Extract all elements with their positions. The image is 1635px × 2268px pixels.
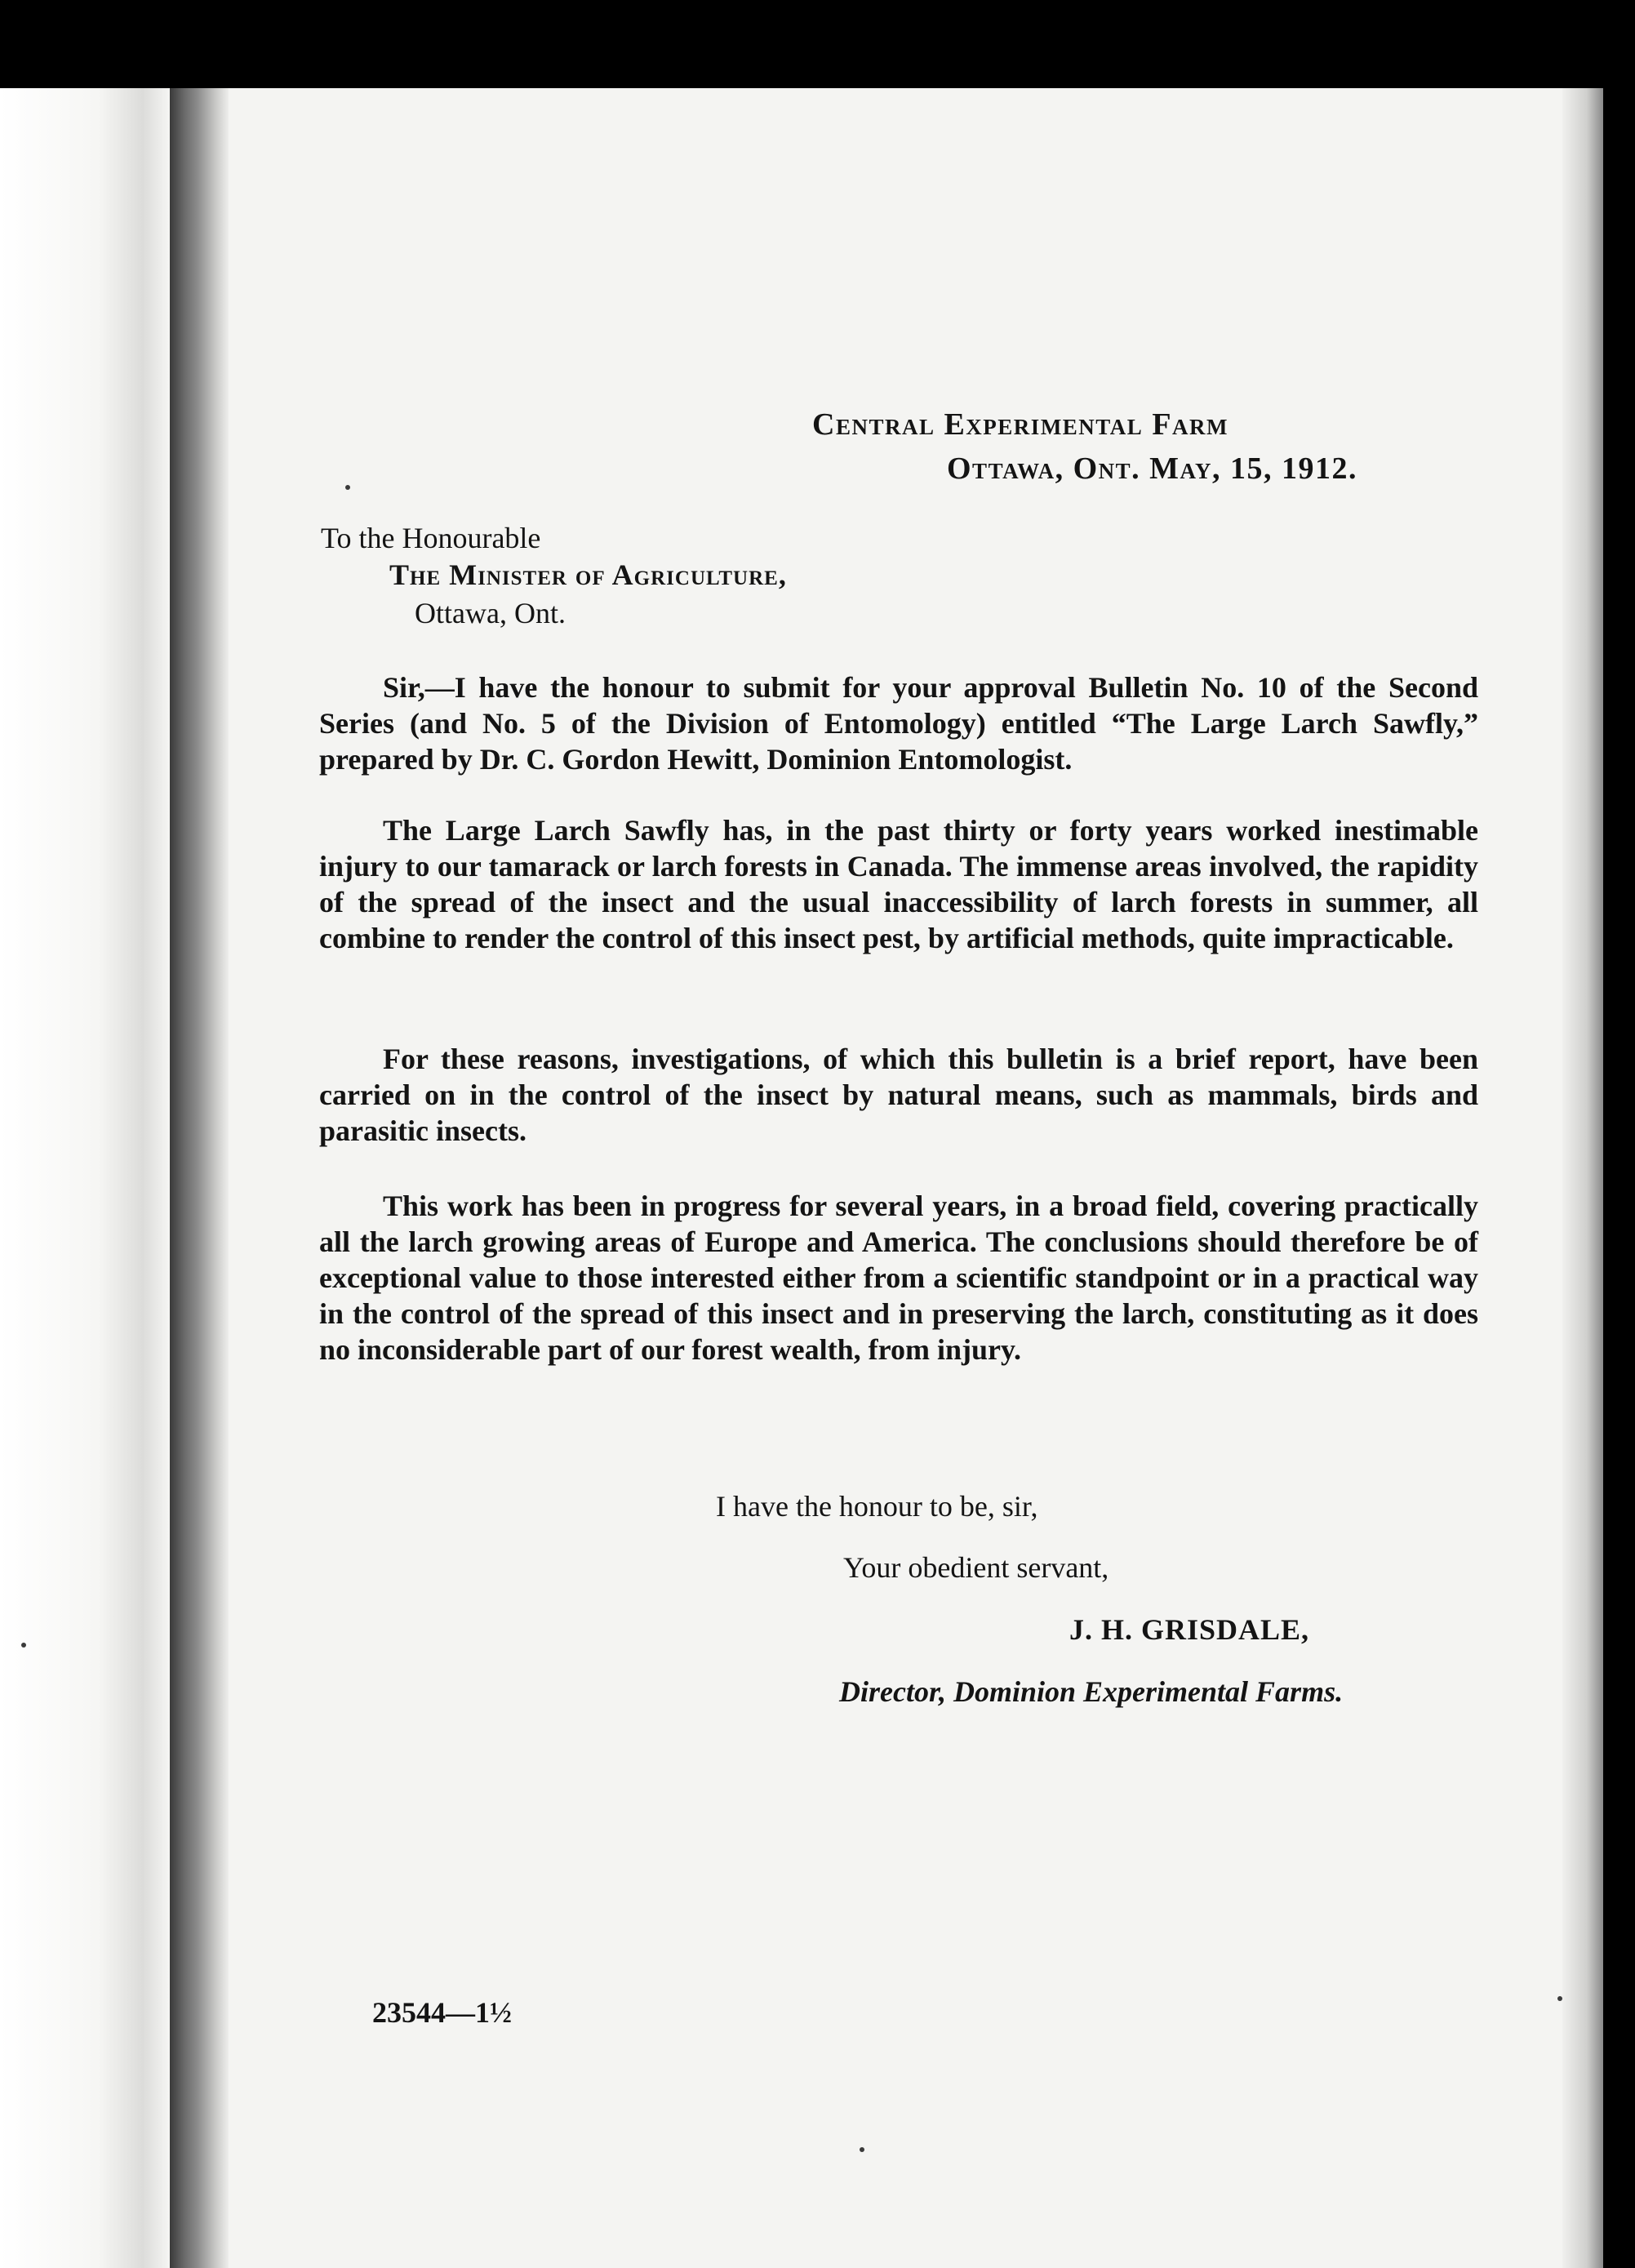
signature-name: J. H. GRISDALE, (1069, 1613, 1310, 1646)
paragraph-4 (319, 1188, 1478, 1367)
paragraph-3-text: For these reasons, investigations, of which this bulletin is a brief report, have been carried on in the control of the insect by natural means, such as mammals, birds and parasitic insects. (319, 1043, 1478, 1147)
paragraph-2 (319, 812, 1478, 956)
paragraph-4-text: This work has been in progress for several years, in a broad field, covering practically all the larch growing areas of Europe and America. The conclusions should therefore be of exceptional value to those interested either from a scientific standpoint or in a practical way in the control of the spread of this insect and in preserving the larch, constituting as it does no inconsiderable part of our forest wealth, from injury. (319, 1190, 1478, 1366)
closing-line: I have the honour to be, sir, (716, 1490, 1038, 1523)
scan-speck (345, 485, 350, 490)
address-salutation: To the Honourable (321, 522, 541, 554)
scan-speck (860, 2147, 864, 2152)
closing-servant: Your obedient servant, (843, 1551, 1109, 1584)
paragraph-1-text: Sir,—I have the honour to submit for your approval Bulletin No. 10 of the Second Series (and No. 5 of the Division of Entomology) entitled “The Large Larch Sawfly,” prepared by Dr. C. Gordon Hewitt, Dominion Entomologist. (319, 671, 1478, 776)
paragraph-1 (319, 669, 1478, 777)
scan-speck (1557, 1996, 1562, 2001)
signature-title: Director, Dominion Experimental Farms. (839, 1675, 1344, 1708)
letterhead-place-date: Ottawa, Ont. May, 15, 1912. (947, 451, 1358, 486)
scan-speck (21, 1643, 26, 1648)
printer-code: 23544—1½ (372, 1996, 512, 2029)
letterhead-institution: Central Experimental Farm (812, 407, 1229, 442)
paragraph-3 (319, 1041, 1478, 1149)
paragraph-2-text: The Large Larch Sawfly has, in the past thirty or forty years worked inestimable injury to our tamarack or larch forests in Canada. The immense areas involved, the rapidity of the spread of the insect and the usual inaccessibility of larch forests in summer, all combine to render the control of this insect pest, by artificial methods, quite impracticable. (319, 814, 1478, 954)
address-recipient: The Minister of Agriculture, (389, 558, 787, 591)
address-city: Ottawa, Ont. (415, 597, 566, 629)
